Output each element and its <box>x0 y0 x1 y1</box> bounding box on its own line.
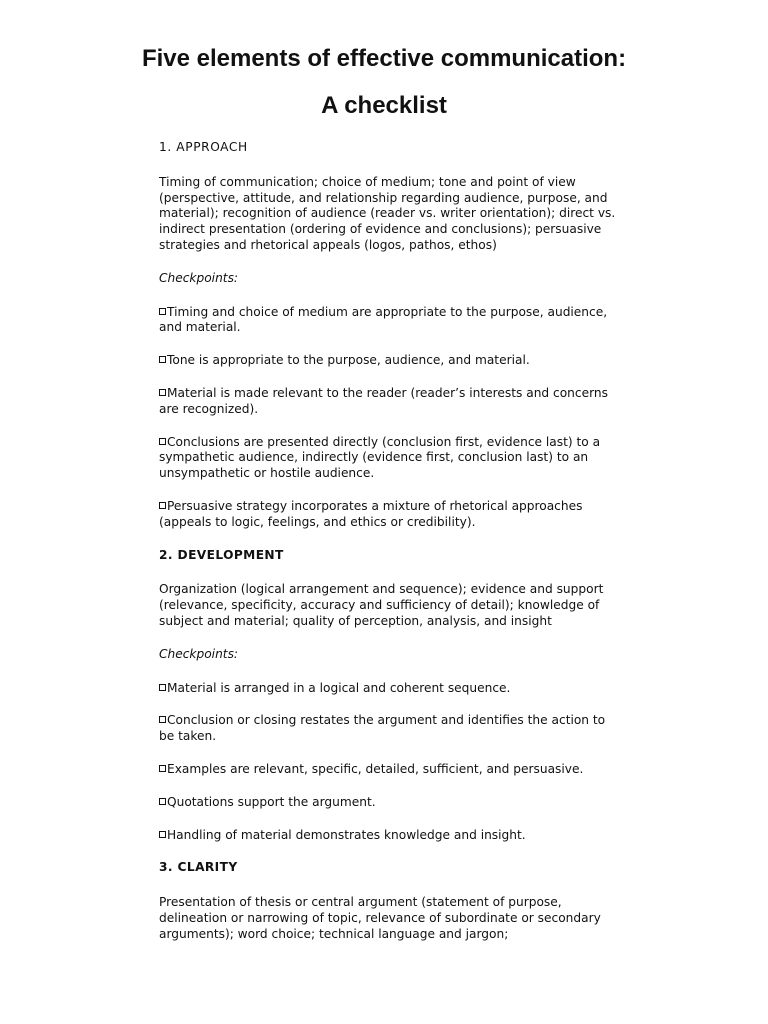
checklist-item-text: Conclusions are presented directly (conclusion first, evidence last) to a sympathetic audience, indirectly (evidence first, conclusion last) to an unsympathetic or hostile audience. <box>159 434 601 481</box>
section-description-development: Organization (logical arrangement and sequence); evidence and support (relevance, specificity, accuracy and sufficiency of detail); knowledge of subject and material; quality of perception, analysis, and insight <box>159 582 604 628</box>
checklist-item-text: Timing and choice of medium are appropriate to the purpose, audience, and material. <box>159 304 608 335</box>
checkpoints-label: Checkpoints: <box>159 270 239 285</box>
section-heading-clarity: 3. CLARITY <box>159 860 238 875</box>
checkbox-icon <box>159 798 166 805</box>
checklist-item <box>159 435 619 482</box>
checklist-item <box>159 681 619 697</box>
checkbox-icon <box>159 438 166 445</box>
checklist-item-text: Quotations support the argument. <box>167 794 376 809</box>
checkbox-icon <box>159 831 166 838</box>
checkbox-icon <box>159 502 166 509</box>
section-description-clarity: Presentation of thesis or central argument (statement of purpose, delineation or narrowing of topic, relevance of subordinate or secondary arguments); word choice; technical language and jargon; <box>159 895 601 941</box>
checklist-item-text: Examples are relevant, specific, detailed, sufficient, and persuasive. <box>167 761 584 776</box>
section-heading-approach: 1. APPROACH <box>159 140 248 154</box>
checkbox-icon <box>159 765 166 772</box>
checklist-item-text: Persuasive strategy incorporates a mixture of rhetorical approaches (appeals to logic, feelings, and ethics or credibility). <box>159 498 583 529</box>
checklist-item <box>159 353 619 369</box>
page-subtitle: A checklist <box>321 92 447 119</box>
checkbox-icon <box>159 716 166 723</box>
checkbox-icon <box>159 684 166 691</box>
checkbox-icon <box>159 389 166 396</box>
checklist-item-text: Conclusion or closing restates the argument and identifies the action to be taken. <box>159 713 606 744</box>
checklist-item <box>159 713 619 745</box>
checklist-item <box>159 762 619 778</box>
checklist-item <box>159 499 619 531</box>
checkbox-icon <box>159 308 166 315</box>
checklist-item <box>159 386 619 418</box>
checklist-item <box>159 305 619 337</box>
checkbox-icon <box>159 356 166 363</box>
checklist-item <box>159 795 619 811</box>
section-description-approach: Timing of communication; choice of medium; tone and point of view (perspective, attitude, and relationship regarding audience, purpose, and material); recognition of audience (reader vs. writer orientation); direct vs. indirect presentation (ordering of evidence and conclusions); persuasive strategies and rhetorical appeals (logos, pathos, ethos) <box>159 174 616 252</box>
checklist-item <box>159 828 619 844</box>
checkpoints-label: Checkpoints: <box>159 646 239 661</box>
page-title: Five elements of effective communication: <box>141 45 627 72</box>
checklist-item-text: Material is arranged in a logical and coherent sequence. <box>167 680 511 695</box>
checklist-item-text: Material is made relevant to the reader (reader’s interests and concerns are recognized). <box>159 385 608 416</box>
checklist-item-text: Handling of material demonstrates knowledge and insight. <box>167 827 526 842</box>
checklist-item-text: Tone is appropriate to the purpose, audience, and material. <box>167 353 530 368</box>
section-heading-development: 2. DEVELOPMENT <box>159 547 284 562</box>
document-body <box>159 140 619 960</box>
